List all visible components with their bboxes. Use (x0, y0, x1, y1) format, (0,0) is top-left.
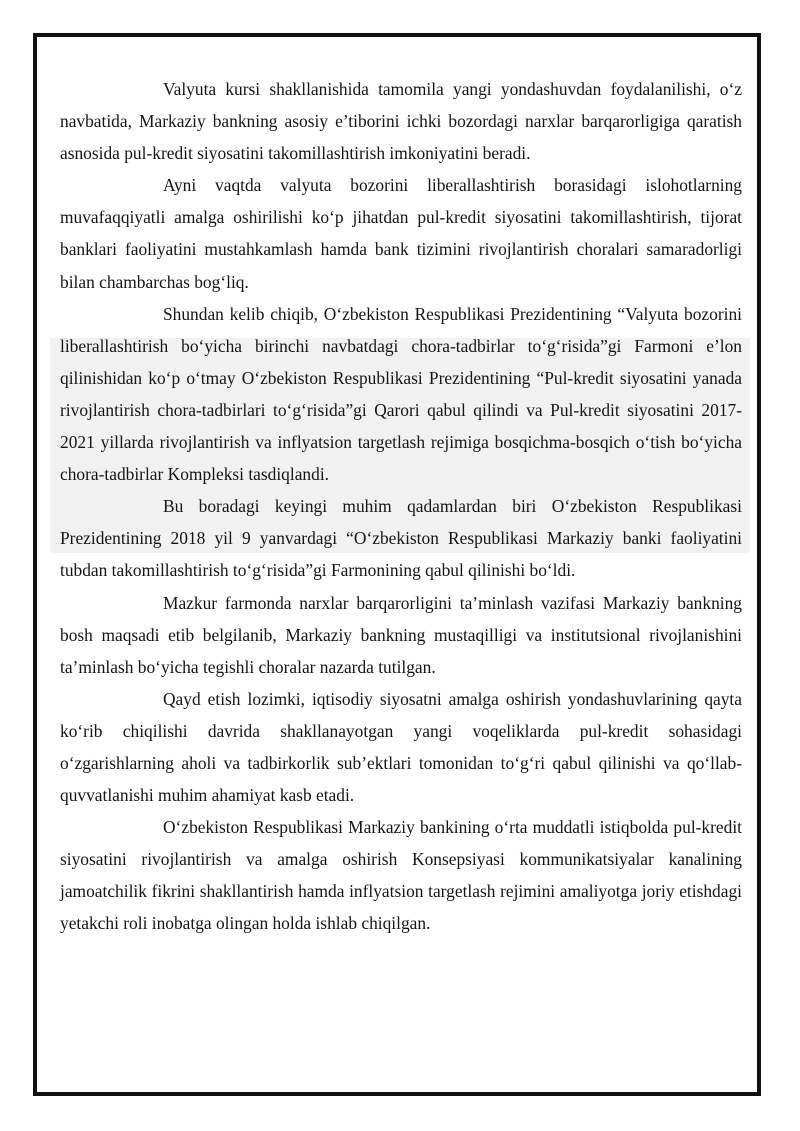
paragraph: Qayd etish lozimki, iqtisodiy siyosatni amalga oshirish yondashuvlarining qayta ko‘rib chiqilishi davrida shakllanayotgan yangi voqeliklarda pul-kredit sohasidagi o‘zgarishlarning aholi va tadbirkorlik sub’ektlari tomonidan to‘g‘ri qabul qilinishi va qo‘llab-quvvatlanishi muhim ahamiyat kasb etadi. (60, 688, 742, 806)
paragraph: Ayni vaqtda valyuta bozorini liberallashtirish borasidagi islohotlarning muvafaqqiyatli amalga oshirilishi ko‘p jihatdan pul-kredit siyosatini takomillashtirish, tijorat banklari faoliyatini mustahkamlash hamda bank tizimini rivojlantirish choralari samaradorligi bilan chambarchas bog‘liq. (60, 175, 742, 292)
paragraph: Mazkur farmonda narxlar barqarorligini ta’minlash vazifasi Markaziy bankning bosh maqsadi etib belgilanib, Markaziy bankning mustaqilligi va institutsional rivojlanishini ta’minlash bo‘yicha tegishli choralar nazarda tutilgan. (60, 592, 742, 677)
paragraph: Valyuta kursi shakllanishida tamomila yangi yondashuvdan foydalanilishi, o‘z navbatida, Markaziy bankning asosiy e’tiborini ichki bozordagi narxlar barqarorligiga qaratish asnosida pul-kredit siyosatini takomillashtirish imkoniyatini beradi. (60, 79, 742, 164)
document-body (60, 73, 742, 940)
paragraph: Bu boradagi keyingi muhim qadamlardan biri O‘zbekiston Respublikasi Prezidentining 2018 yil 9 yanvardagi “O‘zbekiston Respublikasi Markaziy banki faoliyatini tubdan takomillashtirish to‘g‘risida”gi Farmonining qabul qilinishi bo‘ldi. (60, 496, 742, 581)
paragraph: Shundan kelib chiqib, O‘zbekiston Respublikasi Prezidentining “Valyuta bozorini liberallashtirish bo‘yicha birinchi navbatdagi chora-tadbirlar to‘g‘risida”gi Farmoni e’lon qilinishidan ko‘p o‘tmay O‘zbekiston Respublikasi Prezidentining “Pul-kredit siyosatini yanada rivojlantirish chora-tadbirlari to‘g‘risida”gi Qarori qabul qilindi va Pul-kredit siyosatini 2017-2021 yillarda rivojlantirish va inflyatsion targetlash rejimiga bosqichma-bosqich o‘tish bo‘yicha chora-tadbirlar Kompleksi tasdiqlandi. (60, 303, 742, 485)
paragraph: O‘zbekiston Respublikasi Markaziy bankining o‘rta muddatli istiqbolda pul-kredit siyosatini rivojlantirish va amalga oshirish Konsepsiyasi kommunikatsiyalar kanalining jamoatchilik fikrini shakllantirish hamda inflyatsion targetlash rejimini amaliyotga joriy etishdagi yetakchi roli inobatga olingan holda ishlab chiqilgan. (60, 817, 742, 934)
